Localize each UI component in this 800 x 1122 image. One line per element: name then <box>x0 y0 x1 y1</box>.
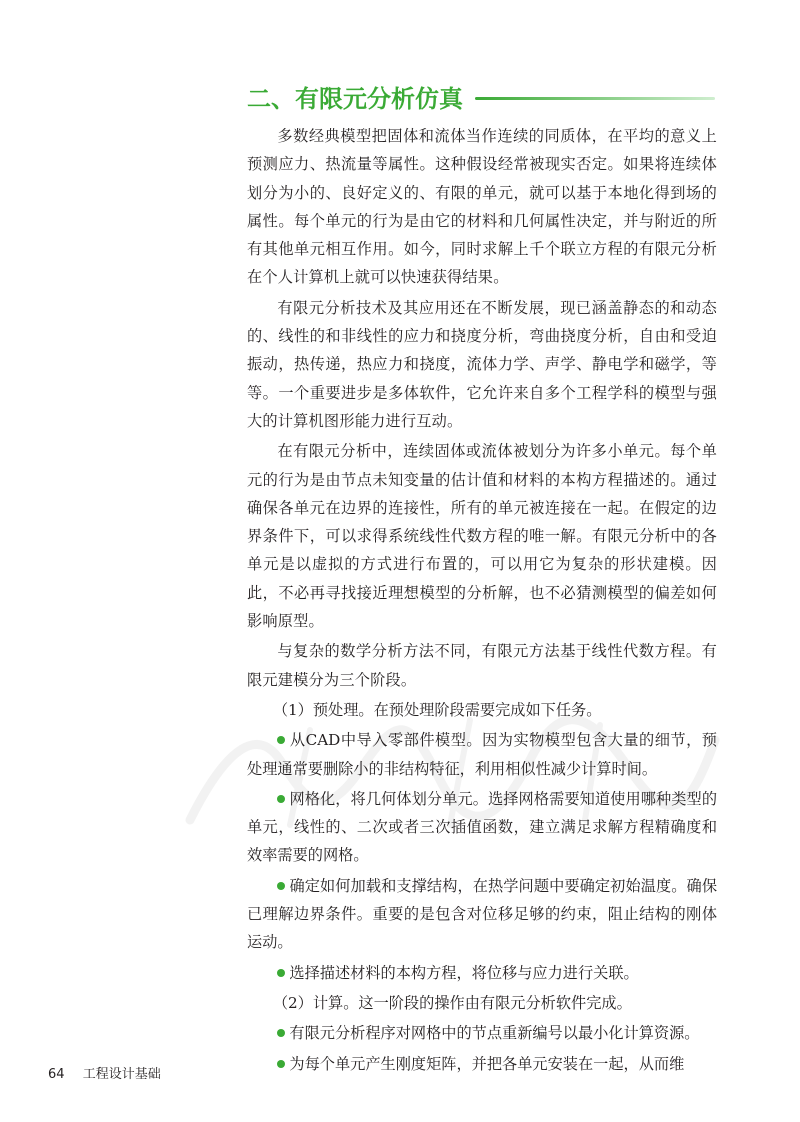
main-content <box>247 122 717 1078</box>
bullet-text: 有限元分析程序对网格中的节点重新编号以最小化计算资源。 <box>289 1024 700 1043</box>
list-item <box>247 872 717 957</box>
list-item <box>247 785 717 870</box>
list-item <box>247 959 717 987</box>
step-preprocessing: （1）预处理。在预处理阶段需要完成如下任务。 <box>272 700 602 719</box>
list-item <box>247 726 717 783</box>
bullet-icon <box>277 736 285 744</box>
list-item <box>247 1050 717 1078</box>
bullet-icon <box>277 882 285 890</box>
bullet-icon <box>277 1060 285 1068</box>
step-computation: （2）计算。这一阶段的操作由有限元分析软件完成。 <box>272 993 632 1012</box>
title-divider <box>475 97 715 100</box>
list-item <box>247 1019 717 1047</box>
bullet-text: 确定如何加载和支撑结构，在热学问题中要确定初始温度。确保已理解边界条件。重要的是包含对位移足够的约束，阻止结构的刚体运动。 <box>247 876 717 952</box>
paragraph-3: 在有限元分析中，连续固体或流体被划分为许多小单元。每个单元的行为是由节点未知变量的估计值和材料的本构方程描述的。通过确保各单元在边界的连接性，所有的单元被连接在一起。在假定的边界条件下，可以求得系统线性代数方程的唯一解。有限元分析中的各单元是以虚拟的方式进行布置的，可以用它为复杂的形状建模。因此，不必再寻找接近理想模型的分析解，也不必猜测模型的偏差如何影响原型。 <box>247 442 717 631</box>
section-header <box>247 82 717 122</box>
section-title: 二、有限元分析仿真 <box>247 85 463 113</box>
page-footer <box>48 1063 161 1082</box>
paragraph-2: 有限元分析技术及其应用还在不断发展，现已涵盖静态的和动态的、线性的和非线性的应力和挠度分析，弯曲挠度分析，自由和受迫振动，热传递，热应力和挠度，流体力学、声学、静电学和磁学，等等。一个重要进步是多体软件，它允许来自多个工程学科的模型与强大的计算机图形能力进行互动。 <box>247 298 717 430</box>
book-title: 工程设计基础 <box>82 1067 161 1082</box>
bullet-icon <box>277 969 285 977</box>
bullet-text: 为每个单元产生刚度矩阵，并把各单元安装在一起，从而维 <box>289 1054 685 1073</box>
bullet-text: 从CAD中导入零部件模型。因为实物模型包含大量的细节，预处理通常要删除小的非结构特征，利用相似性减少计算时间。 <box>247 731 717 778</box>
bullet-icon <box>277 1029 285 1037</box>
bullet-text: 选择描述材料的本构方程，将位移与应力进行关联。 <box>289 963 639 982</box>
paragraph-1: 多数经典模型把固体和流体当作连续的同质体，在平均的意义上预测应力、热流量等属性。这种假设经常被现实否定。如果将连续体划分为小的、良好定义的、有限的单元，就可以基于本地化得到场的属性。每个单元的行为是由它的材料和几何属性决定，并与附近的所有其他单元相互作用。如今，同时求解上千个联立方程的有限元分析在个人计算机上就可以快速获得结果。 <box>247 127 717 287</box>
bullet-icon <box>277 795 285 803</box>
bullet-text: 网格化，将几何体划分单元。选择网格需要知道使用哪种类型的单元，线性的、二次或者三次插值函数，建立满足求解方程精确度和效率需要的网格。 <box>247 789 717 865</box>
page-number: 64 <box>48 1067 65 1082</box>
paragraph-4: 与复杂的数学分析方法不同，有限元方法基于线性代数方程。有限元建模分为三个阶段。 <box>247 642 717 689</box>
